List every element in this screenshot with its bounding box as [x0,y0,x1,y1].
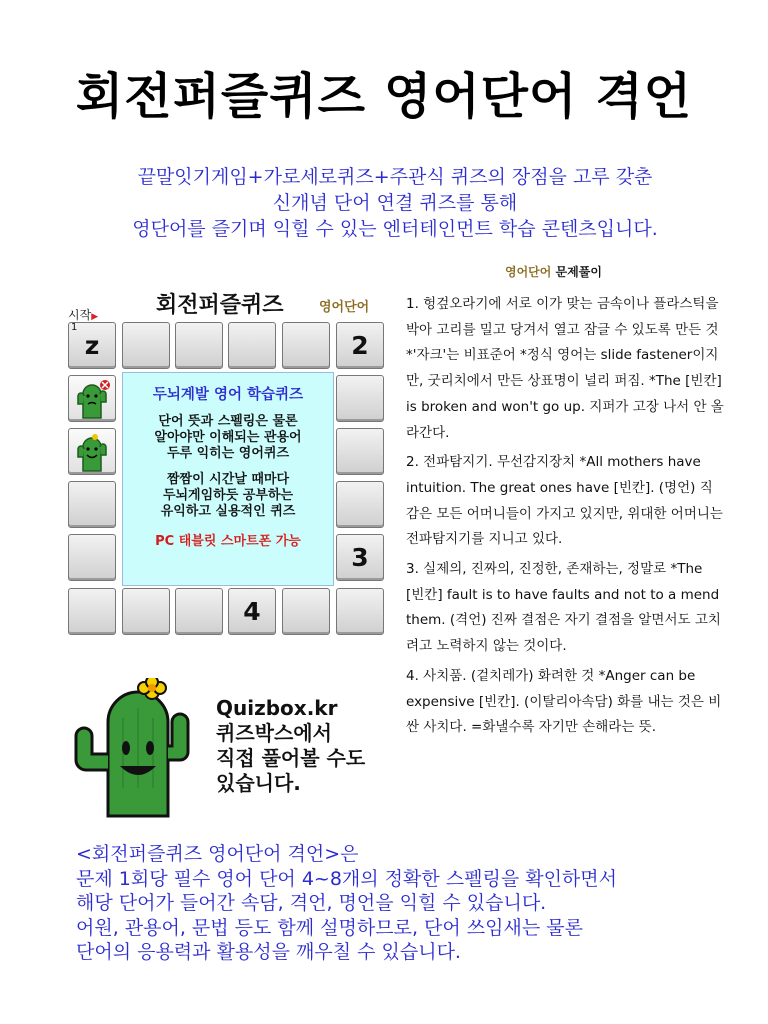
page-title: 회전퍼즐퀴즈 영어단어 격언 [75,68,693,125]
puzzle-cell[interactable] [336,375,384,422]
panel-line: 단어 뜻과 스펠링은 물론 [158,414,298,429]
puzzle-cell[interactable] [175,588,223,635]
solution-item: 2. 전파탐지기. 무선감지장치 *All mothers have intuition. The great ones have [빈칸]. (명언) 직감은 모든 어머니들이 가지고 있지만, 위대한 어머니는 전파탐지기를 지니고 있다. [406,454,723,548]
puzzle-cell[interactable] [175,322,223,369]
panel-paragraph [123,414,333,462]
panel-line: 짬짬이 시간날 때마다 [166,472,290,487]
outro-text [76,842,756,965]
puzzle-cell[interactable] [68,588,116,635]
intro-text [0,164,768,242]
puzzle-cell[interactable] [68,481,116,528]
outro-line: 문제 1회당 필수 영어 단어 4~8개의 정확한 스펠링을 확인하면서 [76,867,617,890]
intro-line: 신개념 단어 연결 퀴즈를 통해 [272,192,518,214]
outro-line: 어원, 관용어, 문법 등도 함께 설명하므로, 단어 쓰임새는 물론 [76,916,583,939]
puzzle-cell[interactable] [282,588,330,635]
cell-letter: z [84,331,100,360]
solution-heading-text: 문제풀이 [551,265,602,279]
outro-line: <회전퍼즐퀴즈 영어단어 격언>은 [76,843,359,865]
start-arrow-icon: ▶ [91,312,99,322]
puzzle-cell[interactable] [68,322,116,369]
happy-cactus-icon [69,429,115,474]
intro-line: 끝말잇기게임+가로세로퀴즈+주관식 퀴즈의 장점을 고루 갖춘 [137,166,653,188]
puzzle-cell[interactable] [282,322,330,369]
puzzle-cell[interactable] [336,534,384,581]
start-label: 시작 [68,308,92,322]
puzzle-cell[interactable] [336,428,384,475]
angry-cactus-icon [69,376,115,421]
quiz-info-panel [122,372,334,586]
solution-heading-english: 영어단어 [505,265,552,279]
supported-devices: PC 태블릿 스마트폰 가능 [155,534,301,549]
panel-line: 알아야만 이해되는 관용어 [154,430,302,445]
puzzle-cell[interactable] [68,375,116,422]
cell-number: 1 [71,322,78,333]
solution-item: 1. 헝겊오라기에 서로 이가 맞는 금속이나 플라스틱을 박아 고리를 밀고 당겨서 열고 잠글 수 있도록 만든 것 *'자크'는 비표준어 *정식 영어는 slide fastener이지만, 굿리치에서 만든 상표명이 널리 퍼짐. *The [빈칸] is broken and won't go up. 지퍼가 고장 나서 안 올라간다. [406,296,724,441]
cell-letter: 3 [351,543,369,572]
cell-letter: 2 [351,331,369,360]
intro-line: 영단어를 즐기며 익힐 수 있는 엔터테인먼트 학습 콘텐츠입니다. [132,218,658,240]
outro-line: 해당 단어가 들어간 속담, 격언, 명언을 익힐 수 있습니다. [76,892,547,914]
panel-heading: 두뇌계발 영어 학습퀴즈 [152,387,304,403]
board-title: 회전퍼즐퀴즈 [156,293,284,318]
puzzle-cell[interactable] [68,534,116,581]
promo-line: 있습니다. [216,771,301,795]
puzzle-cell[interactable] [336,481,384,528]
puzzle-cell[interactable] [336,588,384,635]
puzzle-board [68,282,390,642]
promo-text [216,696,365,796]
panel-line: 두뇌게임하듯 공부하는 [162,488,294,503]
puzzle-cell[interactable] [122,588,170,635]
panel-line: 두루 익히는 영어퀴즈 [166,446,290,461]
solution-item: 4. 사치품. (겉치레가) 화려한 것 *Anger can be expensive [빈칸]. (이탈리아속담) 화를 내는 것은 비싼 사치다. =화낼수록 자기만 손해라는 뜻. [406,667,722,736]
puzzle-cell[interactable] [68,428,116,475]
puzzle-cell[interactable] [228,322,276,369]
cell-letter: 4 [243,597,261,626]
puzzle-cell[interactable] [228,588,276,635]
start-marker [68,306,98,323]
puzzle-cell[interactable] [336,322,384,369]
promo-line: 직접 풀어볼 수도 [216,746,366,770]
solution-list [406,292,724,745]
cactus-icon [68,678,196,820]
outro-line: 단어의 응용력과 활용성을 깨우칠 수 있습니다. [76,941,461,963]
panel-line: 유익하고 실용적인 퀴즈 [160,504,296,519]
board-subtitle: 영어단어 [319,300,370,315]
solution-item: 3. 실제의, 진짜의, 진정한, 존재하는, 정말로 *The [빈칸] fault is to have faults and not to a mend them. (격언) 진짜 결점은 자기 결점을 알면서도 고치려고 노력하지 않는 것이다. [406,561,721,655]
promo-line: 퀴즈박스에서 [216,721,332,745]
solution-heading [505,263,602,280]
promo-site-link[interactable]: Quizbox.kr [216,696,338,720]
puzzle-cell[interactable] [122,322,170,369]
panel-paragraph [123,472,333,520]
